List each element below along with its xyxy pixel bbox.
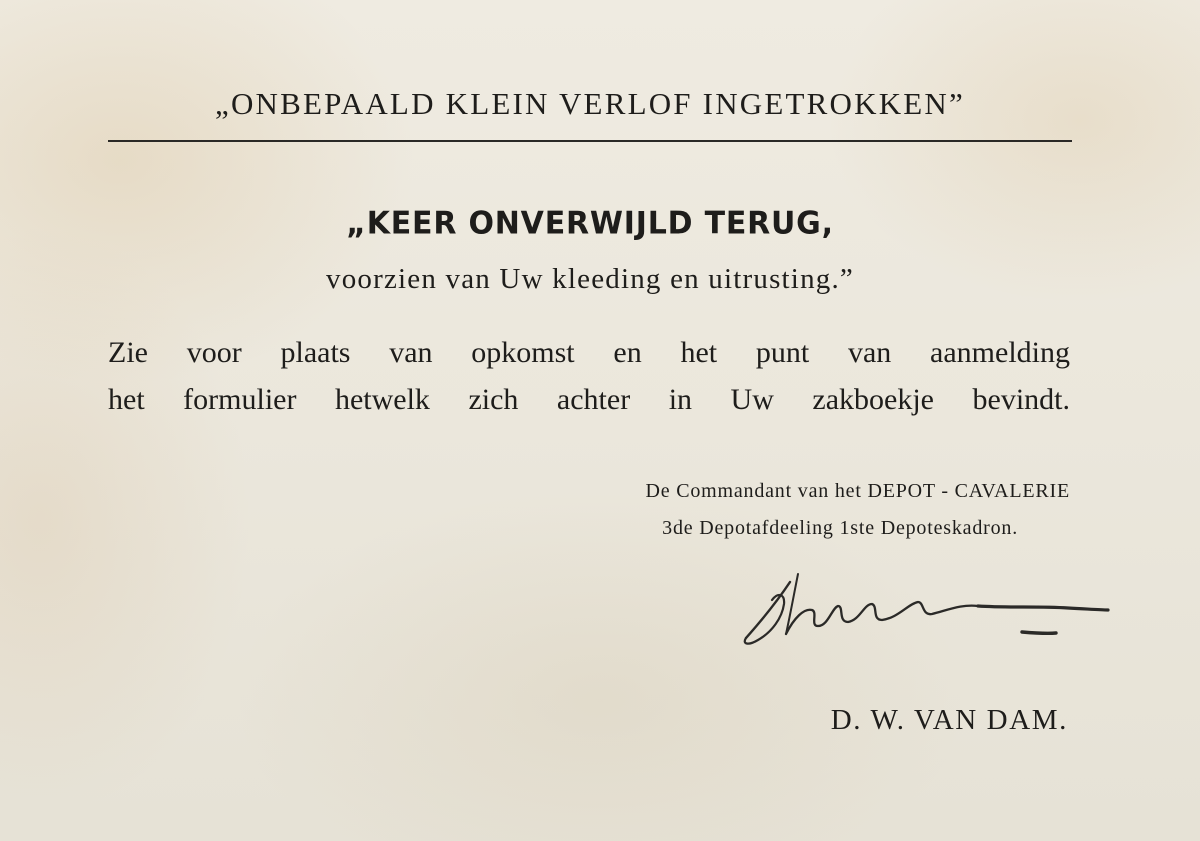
handwritten-signature	[738, 560, 1118, 660]
command-subline: voorzien van Uw kleeding en uitrusting.”	[326, 263, 854, 295]
instruction-line-2: het formulier hetwelk zich achter in Uw zakboekje bevindt.	[108, 383, 1070, 416]
heading-underline	[108, 140, 1072, 142]
signatory-title-line-2: 3de Depotafdeeling 1ste Depoteskadron.	[662, 517, 1018, 539]
command-line: „KEER ONVERWIJLD TERUG,	[346, 205, 834, 242]
notice-heading: „ONBEPAALD KLEIN VERLOF INGETROKKEN”	[215, 86, 965, 121]
signatory-title-line-1: De Commandant van het DEPOT - CAVALERIE	[645, 480, 1070, 502]
signatory-name: D. W. VAN DAM.	[830, 704, 1068, 736]
instruction-line-1: Zie voor plaats van opkomst en het punt van aanmelding	[108, 336, 1070, 369]
